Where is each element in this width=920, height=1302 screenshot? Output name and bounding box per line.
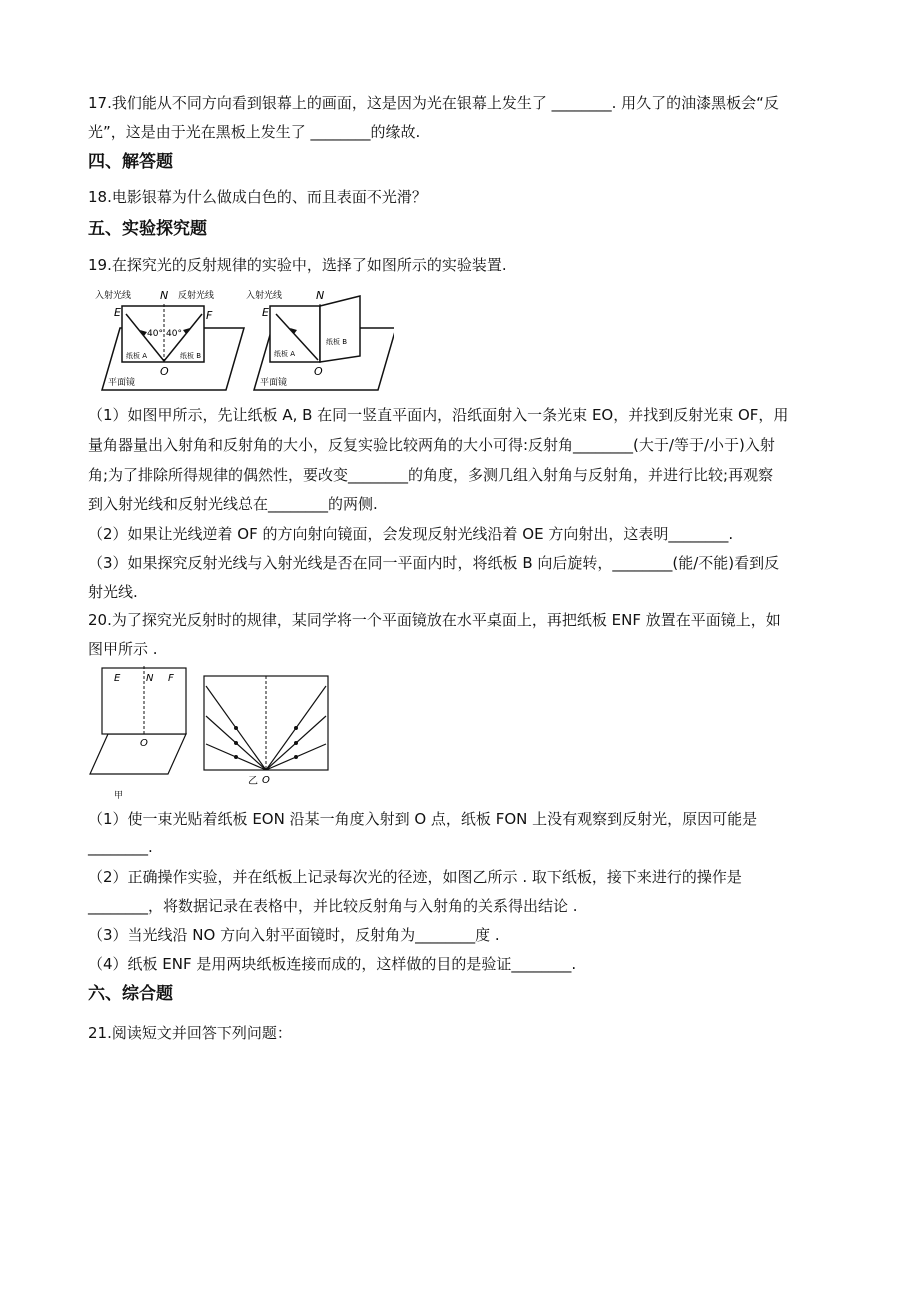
q19-part1-line1: （1）如图甲所示，先让纸板 A, B 在同一竖直平面内，沿纸面射入一条光束 EO，并找到反射光束 OF，用: [88, 406, 789, 424]
dot-yi-2: [234, 741, 238, 745]
q17-line1: 17.我们能从不同方向看到银幕上的画面，这是因为光在银幕上发生了 ________. 用久了的油漆黑板会“反: [88, 94, 779, 112]
section-4-title: 四、解答题: [88, 152, 173, 172]
label-n-jia: N: [146, 673, 154, 684]
section-5-title: 五、实验探究题: [88, 219, 207, 239]
section-6-title: 六、综合题: [88, 984, 173, 1004]
q19-part1-line3: 角;为了排除所得规律的偶然性，要改变________的角度，多测几组入射角与反射角，并进行比较;再观察: [88, 466, 774, 484]
label-o-yi: O: [262, 775, 270, 786]
q20-part3: （3）当光线沿 NO 方向入射平面镜时，反射角为________度 .: [88, 926, 500, 944]
label-f-left: F: [206, 309, 213, 322]
q20-stem-line2: 图甲所示 .: [88, 640, 158, 658]
dot-yi-1: [234, 726, 238, 730]
label-f-jia: F: [168, 673, 174, 684]
label-reflected-left: 反射光线: [178, 291, 215, 301]
label-o-jia: O: [140, 738, 148, 749]
label-n-left: N: [160, 289, 169, 302]
label-incident-left: 入射光线: [95, 291, 132, 301]
q19-part3-line1: （3）如果探究反射光线与入射光线是否在同一平面内时，将纸板 B 向后旋转，________(能/不能)看到反: [88, 554, 780, 572]
q20-stem-line1: 20.为了探究光反射时的规律，某同学将一个平面镜放在水平桌面上，再把纸板 ENF 放置在平面镜上，如: [88, 611, 781, 629]
dot-yi-5: [294, 741, 298, 745]
label-jia: 甲: [114, 791, 124, 801]
q20-part1-line1: （1）使一束光贴着纸板 EON 沿某一角度入射到 O 点，纸板 FON 上没有观察到反射光，原因可能是: [88, 810, 758, 828]
q20-part4: （4）纸板 ENF 是用两块纸板连接而成的，这样做的目的是验证________.: [88, 955, 577, 973]
label-o-left: O: [160, 365, 169, 378]
label-angle-1: 40°: [147, 329, 163, 339]
q19-part3-line2: 射光线.: [88, 583, 138, 601]
q18-text: 18.电影银幕为什么做成白色的、而且表面不光滑？: [88, 188, 427, 206]
q20-figure: [88, 664, 338, 802]
label-board-a-right: 纸板 A: [274, 350, 296, 358]
label-mirror-right: 平面镜: [260, 378, 288, 388]
label-angle-2: 40°: [166, 329, 182, 339]
q20-part2-line2: ________，将数据记录在表格中，并比较反射角与入射角的关系得出结论 .: [88, 897, 578, 915]
q20-part1-line2: ________.: [88, 838, 153, 856]
label-yi: 乙: [248, 776, 258, 787]
dot-yi-6: [294, 755, 298, 759]
q19-part2: （2）如果让光线逆着 OF 的方向射向镜面，会发现反射光线沿着 OE 方向射出，这表明________.: [88, 525, 734, 543]
q20-part2-line1: （2）正确操作实验，并在纸板上记录每次光的径迹，如图乙所示 . 取下纸板，接下来进行的操作是: [88, 868, 742, 886]
q19-stem: 19.在探究光的反射规律的实验中，选择了如图所示的实验装置.: [88, 256, 507, 274]
label-e-jia: E: [114, 673, 121, 684]
label-n-right: N: [316, 289, 325, 302]
q19-part1-line4: 到入射光线和反射光线总在________的两侧.: [88, 495, 378, 513]
label-board-a-left: 纸板 A: [126, 352, 148, 360]
label-incident-right: 入射光线: [246, 291, 283, 301]
label-e-left: E: [114, 306, 121, 319]
label-mirror-left: 平面镜: [108, 378, 136, 388]
q21-text: 21.阅读短文并回答下列问题：: [88, 1024, 292, 1042]
dot-yi-3: [234, 755, 238, 759]
q19-part1-line2: 量角器量出入射角和反射角的大小，反复实验比较两角的大小可得:反射角________(大于/等于/小于)入射: [88, 436, 775, 454]
mirror-jia: [90, 734, 186, 774]
label-o-right: O: [314, 365, 323, 378]
q19-figure: [94, 286, 394, 396]
board-b-right: [320, 296, 360, 362]
dot-yi-4: [294, 726, 298, 730]
label-board-b-left: 纸板 B: [180, 352, 202, 360]
q17-line2: 光”，这是由于光在黑板上发生了 ________的缘故.: [88, 123, 421, 141]
label-e-right: E: [262, 306, 269, 319]
label-board-b-right: 纸板 B: [326, 338, 348, 346]
